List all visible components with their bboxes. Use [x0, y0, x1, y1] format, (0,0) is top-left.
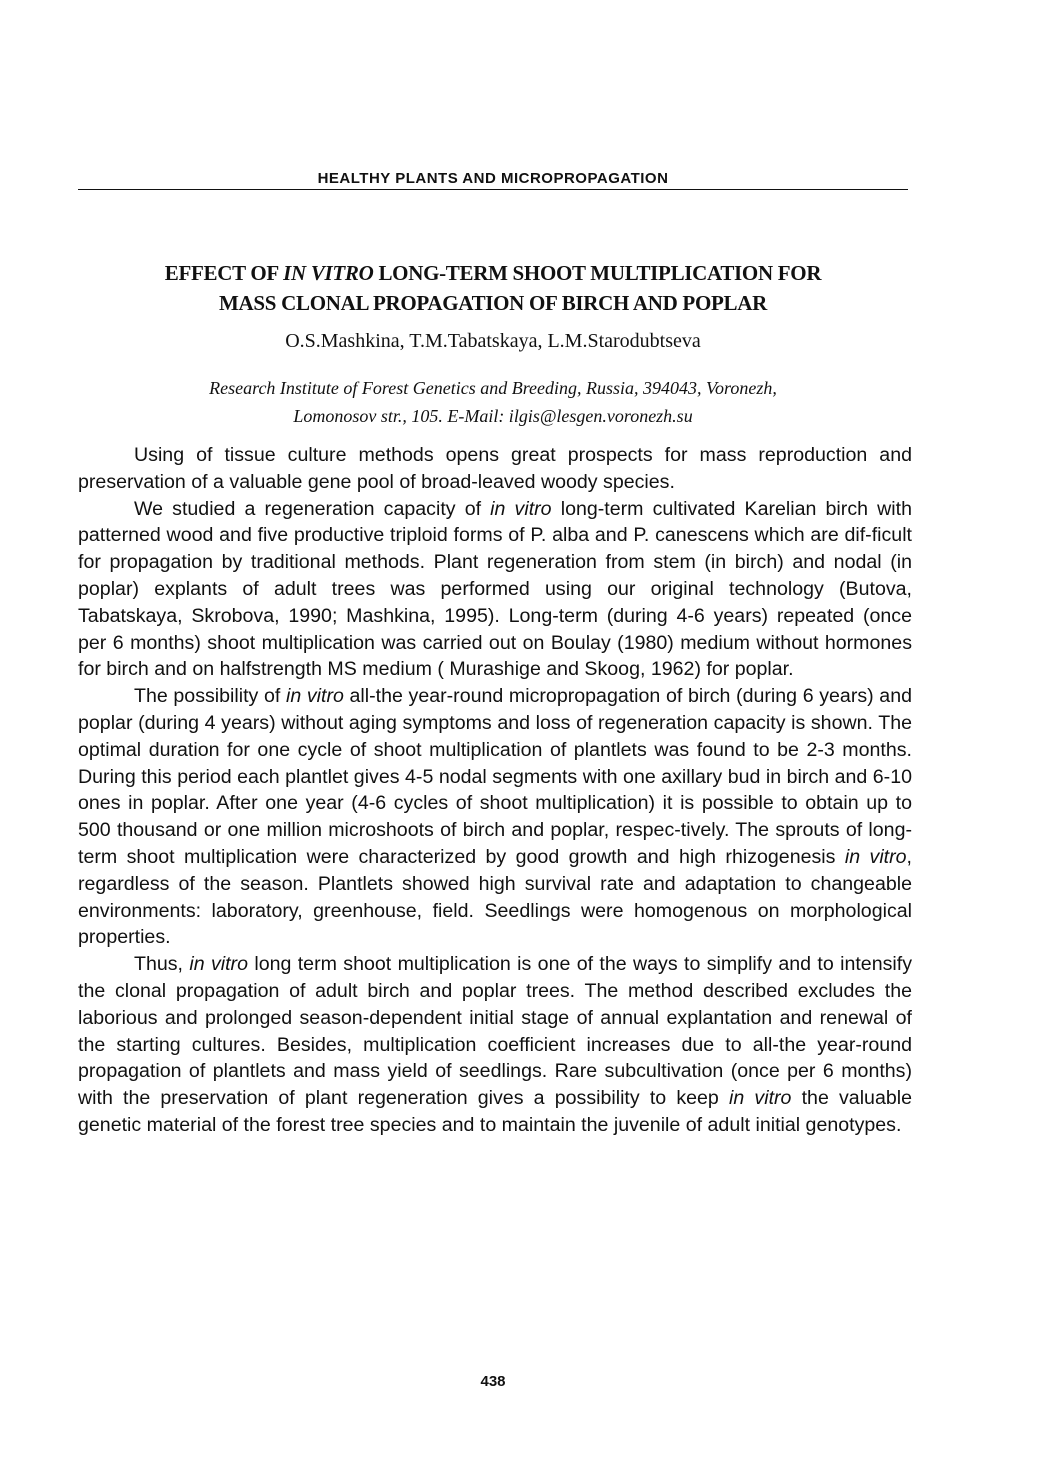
- affiliation: [78, 374, 908, 430]
- title-line-2: MASS CLONAL PROPAGATION OF BIRCH AND POPLAR: [219, 291, 767, 315]
- p3-italic-2: in vitro: [844, 845, 907, 868]
- p4-text-c: the valuable genetic material of the forest tree species and to maintain the juvenile of adult initial genotypes.: [78, 1087, 912, 1136]
- affiliation-line-2: Lomonosov str., 105. E-Mail: ilgis@lesgen.voronezh.su: [293, 406, 693, 426]
- paragraph-1: Using of tissue culture methods opens great prospects for mass reproduction and preservation of a valuable gene pool of broad-leaved woody species.: [78, 444, 912, 493]
- p3-italic-1: in vitro: [285, 685, 344, 708]
- p4-text-b: long term shoot multiplication is one of the ways to simplify and to intensify the clonal propagation of adult birch and poplar trees. The method described excludes the laborious and prolonged season-dependent initial stage of annual explantation and renewal of the starting cultures. Besides, multiplication coefficient increases due to all-the year-round propagation of plantlets and mass yield of seedlings. Rare subcultivation (once per 6 months) with the preservation of plant regeneration gives a possibility to keep: [78, 953, 912, 1110]
- running-header: HEALTHY PLANTS AND MICROPROPAGATION: [317, 170, 669, 187]
- authors: O.S.Mashkina, T.M.Tabatskaya, L.M.Starodubtseva: [285, 330, 701, 352]
- title-italic-term: IN VITRO: [283, 261, 374, 285]
- p2-text-a: We studied a regeneration capacity of: [134, 497, 491, 520]
- title-line-1-suffix: LONG-TERM SHOOT MULTIPLICATION FOR: [373, 261, 822, 285]
- title-line-1-prefix: EFFECT OF: [164, 261, 284, 285]
- paragraph-2: [78, 496, 912, 684]
- paragraph-3: [78, 683, 912, 951]
- p4-text-a: Thus,: [134, 953, 190, 976]
- p3-text-b: all-the year-round micropropagation of birch (during 6 years) and poplar (during 4 years) without aging symptoms and loss of regeneration capacity is shown. The optimal duration for one cycle of shoot multiplication of plantlets was found to be 2-3 months. During this period each plantlet gives 4-5 nodal segments with one axillary bud in birch and 6-10 ones in poplar. After one year (4-6 cycles of shoot multiplication) it is possible to obtain up to 500 thousand or one million microshoots of birch and poplar, respec-tively. The sprouts of long-term shoot multiplication were characterized by good growth and high rhizogenesis: [78, 685, 912, 868]
- p2-italic: in vitro: [490, 497, 552, 520]
- abstract-body: [78, 442, 912, 1139]
- p3-text-a: The possibility of: [134, 685, 286, 708]
- p3-text-c: , regardless of the season. Plantlets showed high survival rate and adaptation to changeable environments: laboratory, greenhouse, field. Seedlings were homogenous on morphological properties.: [78, 845, 912, 949]
- header-rule: [78, 189, 908, 190]
- p4-italic-2: in vitro: [729, 1087, 792, 1110]
- p2-text-b: long-term cultivated Karelian birch with patterned wood and five productive triploid forms of P. alba and P. canescens which are dif-ficult for propagation by traditional methods. Plant regeneration from stem (in birch) and nodal (in poplar) explants of adult trees was performed using our original technology (Butova, Tabatskaya, Skrobova, 1990; Mashkina, 1995). Long-term (during 4-6 years) repeated (once per 6 months) shoot multiplication was carried out on Boulay (1980) medium without hormones for birch and on halfstrength MS medium ( Murashige and Skoog, 1962) for poplar.: [78, 497, 912, 681]
- paper-title: [78, 258, 908, 318]
- paragraph-4: [78, 951, 912, 1139]
- title-line-1: [78, 258, 908, 288]
- affiliation-line-1: Research Institute of Forest Genetics and Breeding, Russia, 394043, Voronezh,: [209, 378, 777, 398]
- page-number: 438: [480, 1373, 506, 1390]
- p4-italic-1: in vitro: [189, 953, 248, 976]
